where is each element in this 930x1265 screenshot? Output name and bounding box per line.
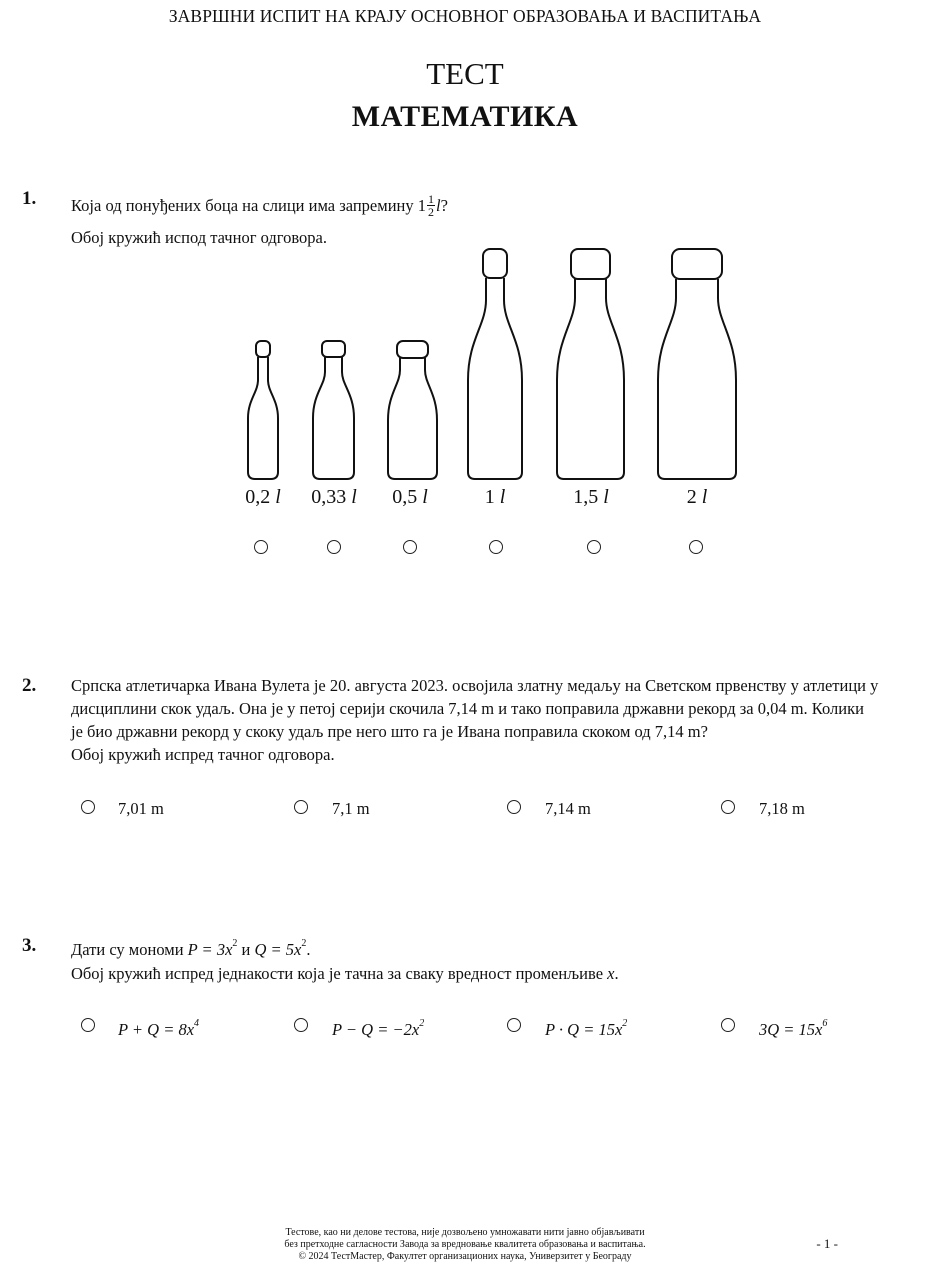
- bottles-illustration: [0, 0, 930, 600]
- bottle-label-1-5l: 1,5 l: [573, 486, 609, 508]
- radio-q2-option-1[interactable]: [81, 800, 95, 814]
- question-3-number: 3.: [22, 935, 37, 956]
- monomial-p: P = 3x: [187, 940, 233, 959]
- radio-q3-option-2[interactable]: [294, 1018, 308, 1032]
- radio-bottle-1l[interactable]: [489, 540, 503, 554]
- radio-bottle-0-5l[interactable]: [403, 540, 417, 554]
- q3-option-3-label: $P \cdot Q = 15x^2$: [545, 1018, 628, 1039]
- exam-title: ЗАВРШНИ ИСПИТ НА КРАЈУ ОСНОВНОГ ОБРАЗОВАЊА И ВАСПИТАЊА: [168, 6, 762, 26]
- question-2-line-1: Српска атлетичарка Ивана Вулета је 20. августа 2023. освојила златну медаљу на Светском првенству у атлетици у: [71, 676, 879, 695]
- footer-copyright: [0, 1227, 930, 1263]
- question-3-instruction: Обој кружић испред једнакости која је тачна за сваку вредност променљиве x.: [71, 964, 619, 983]
- footer-line-3: © 2024 ТестМастер, Факултет организационих наука, Универзитет у Београду: [298, 1251, 632, 1262]
- radio-bottle-2l[interactable]: [689, 540, 703, 554]
- footer-line-1: Тестове, као ни делове тестова, није дозвољено умножавати нити јавно објављивати: [285, 1227, 645, 1238]
- bottle-0-2l: [248, 341, 278, 479]
- bottle-label-0-33l: 0,33 l: [311, 486, 357, 508]
- radio-q2-option-2[interactable]: [294, 800, 308, 814]
- question-1-prompt: Која од понуђених боца на слици има запремину 1: [71, 196, 426, 215]
- monomial-q: Q = 5x: [254, 940, 302, 959]
- radio-bottle-0-2l[interactable]: [254, 540, 268, 554]
- radio-q3-option-4[interactable]: [721, 1018, 735, 1032]
- mixed-fraction: $\frac{1}{2}$: [427, 191, 434, 219]
- bottle-label-0-2l: 0,2 l: [245, 486, 281, 508]
- question-1-number: 1.: [22, 188, 37, 209]
- page-number: - 1 -: [816, 1236, 838, 1251]
- question-3-intro: Дати су мономи $P = 3x^2$ и $Q = 5x^2$.: [71, 938, 311, 959]
- footer-line-2: без претходне сагласности Завода за вредновање квалитета образовања и васпитања.: [284, 1239, 646, 1250]
- question-2-instruction: Обој кружић испред тачног одговора.: [71, 745, 335, 764]
- radio-q3-option-1[interactable]: [81, 1018, 95, 1032]
- bottle-1l: [468, 249, 522, 479]
- bottle-label-1l: 1 l: [484, 486, 506, 508]
- radio-bottle-0-33l[interactable]: [327, 540, 341, 554]
- q3-option-4-label: $3Q = 15x^6$: [759, 1018, 828, 1039]
- q2-option-2-label: 7,1 m: [332, 799, 370, 818]
- question-2-line-3: је био државни рекорд у скоку удаљ пре него што га је Ивана поправила скоком од 7,14 m?: [71, 722, 708, 741]
- q3-option-2-label: $P - Q = -2x^2$: [332, 1018, 425, 1039]
- test-label: ТЕСТ: [426, 56, 504, 91]
- radio-q2-option-3[interactable]: [507, 800, 521, 814]
- question-1-instruction: Обој кружић испод тачног одговора.: [71, 228, 327, 247]
- q2-option-1-label: 7,01 m: [118, 799, 164, 818]
- bottle-0-33l: [313, 341, 354, 479]
- question-2-line-2: дисциплини скок удаљ. Она је у петој серији скочила 7,14 m и тако поправила државни рекорд за 0,04 m. Колики: [71, 699, 864, 718]
- radio-q3-option-3[interactable]: [507, 1018, 521, 1032]
- q3-option-1-label: $P + Q = 8x^4$: [118, 1018, 200, 1039]
- bottle-1-5l: [557, 249, 624, 479]
- bottle-label-2l: 2 l: [686, 486, 708, 508]
- q2-option-3-label: 7,14 m: [545, 799, 591, 818]
- subject-title: МАТЕМАТИКА: [351, 100, 579, 133]
- radio-bottle-1-5l[interactable]: [587, 540, 601, 554]
- radio-q2-option-4[interactable]: [721, 800, 735, 814]
- bottle-2l: [658, 249, 736, 479]
- bottle-label-0-5l: 0,5 l: [392, 486, 428, 508]
- q2-option-4-label: 7,18 m: [759, 799, 805, 818]
- bottle-0-5l: [388, 341, 437, 479]
- question-2-number: 2.: [22, 675, 37, 696]
- question-1-text: Која од понуђених боца на слици има запремину 1 $\frac{1}{2}$ l?: [71, 191, 448, 219]
